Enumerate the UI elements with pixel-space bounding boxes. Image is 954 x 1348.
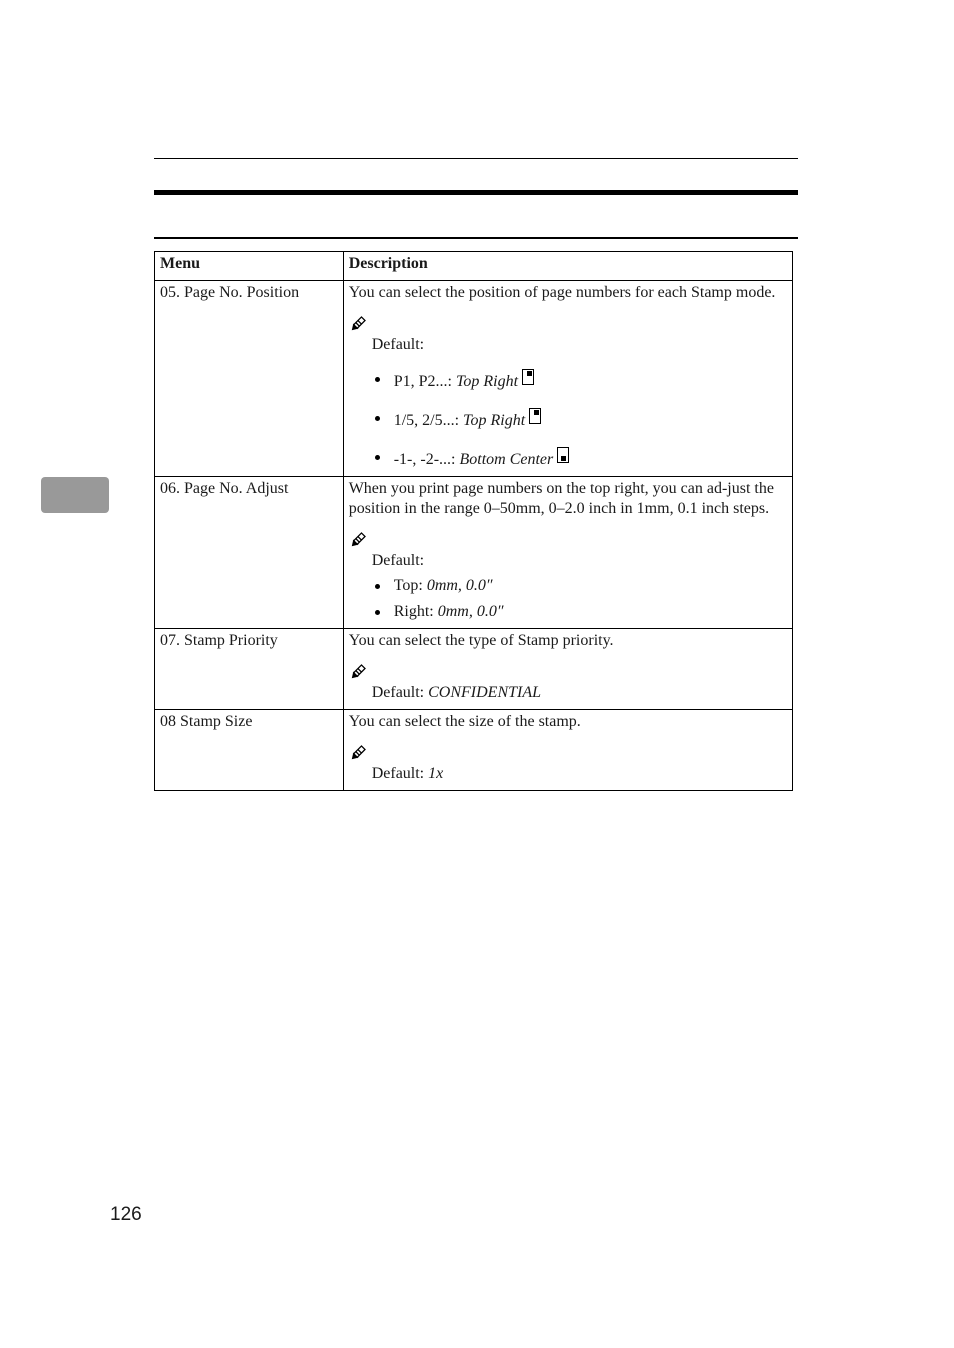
list-item: [372, 576, 786, 596]
menu-column-header: Menu: [155, 252, 344, 281]
option-prefix: P1, P2...:: [393, 373, 456, 390]
option-value: 0mm, 0.0″: [426, 577, 493, 594]
description-text: You can select the position of page numbers for each Stamp mode.: [348, 284, 776, 301]
menu-cell: 08 Stamp Size: [155, 710, 344, 791]
page-bottom-center-icon: [557, 447, 569, 463]
description-cell: [343, 281, 792, 477]
default-label: Default:: [371, 336, 425, 353]
default-options-list: [349, 369, 786, 470]
default-value: 1x: [428, 765, 444, 782]
default-options-list: [349, 576, 786, 622]
option-value: Top Right: [455, 373, 519, 390]
description-column-header: Description: [343, 252, 792, 281]
default-label: Default:: [371, 765, 429, 782]
chapter-tab: [41, 477, 109, 513]
option-value: Top Right: [463, 412, 526, 429]
menu-cell: 05. Page No. Position: [155, 281, 344, 477]
description-cell: [343, 629, 792, 710]
header-rule-thin: [154, 158, 798, 159]
menu-cell: 06. Page No. Adjust: [155, 477, 344, 629]
table-header-row: [155, 252, 793, 281]
pencil-note-icon: [349, 313, 369, 333]
default-value: CONFIDENTIAL: [428, 684, 542, 701]
list-item: [372, 408, 786, 431]
default-line: [372, 683, 786, 703]
table-row: [155, 710, 793, 791]
table-row: [155, 281, 793, 477]
pencil-note-icon: [349, 742, 369, 762]
header-rule-thick: [154, 190, 798, 195]
description-cell: [343, 477, 792, 629]
table-row: [155, 477, 793, 629]
page-top-right-icon: [522, 369, 534, 385]
option-prefix: -1-, -2-...:: [393, 451, 460, 468]
default-label: Default:: [371, 684, 429, 701]
description-cell: [343, 710, 792, 791]
menu-cell: 07. Stamp Priority: [155, 629, 344, 710]
option-prefix: Right:: [393, 603, 438, 620]
option-value: 0mm, 0.0″: [437, 603, 504, 620]
table-row: [155, 629, 793, 710]
option-prefix: 1/5, 2/5...:: [393, 412, 464, 429]
description-text: When you print page numbers on the top right, you can ad-just the position in the range 0–50mm, 0–2.0 inch in 1mm, 0.1 inch steps.: [348, 480, 774, 517]
page-top-right-icon: [529, 408, 541, 424]
default-line: [372, 764, 786, 784]
option-value: Bottom Center: [459, 451, 554, 468]
settings-table: [154, 251, 793, 791]
description-text: You can select the size of the stamp.: [348, 713, 581, 730]
pencil-note-icon: [349, 529, 369, 549]
list-item: [372, 369, 786, 392]
default-label: Default:: [371, 552, 425, 569]
list-item: [372, 447, 786, 470]
description-text: You can select the type of Stamp priority.: [348, 632, 614, 649]
option-prefix: Top:: [393, 577, 427, 594]
pencil-note-icon: [349, 661, 369, 681]
page-number: 126: [110, 1204, 142, 1225]
list-item: [372, 602, 786, 622]
header-rule-section: [154, 237, 798, 239]
